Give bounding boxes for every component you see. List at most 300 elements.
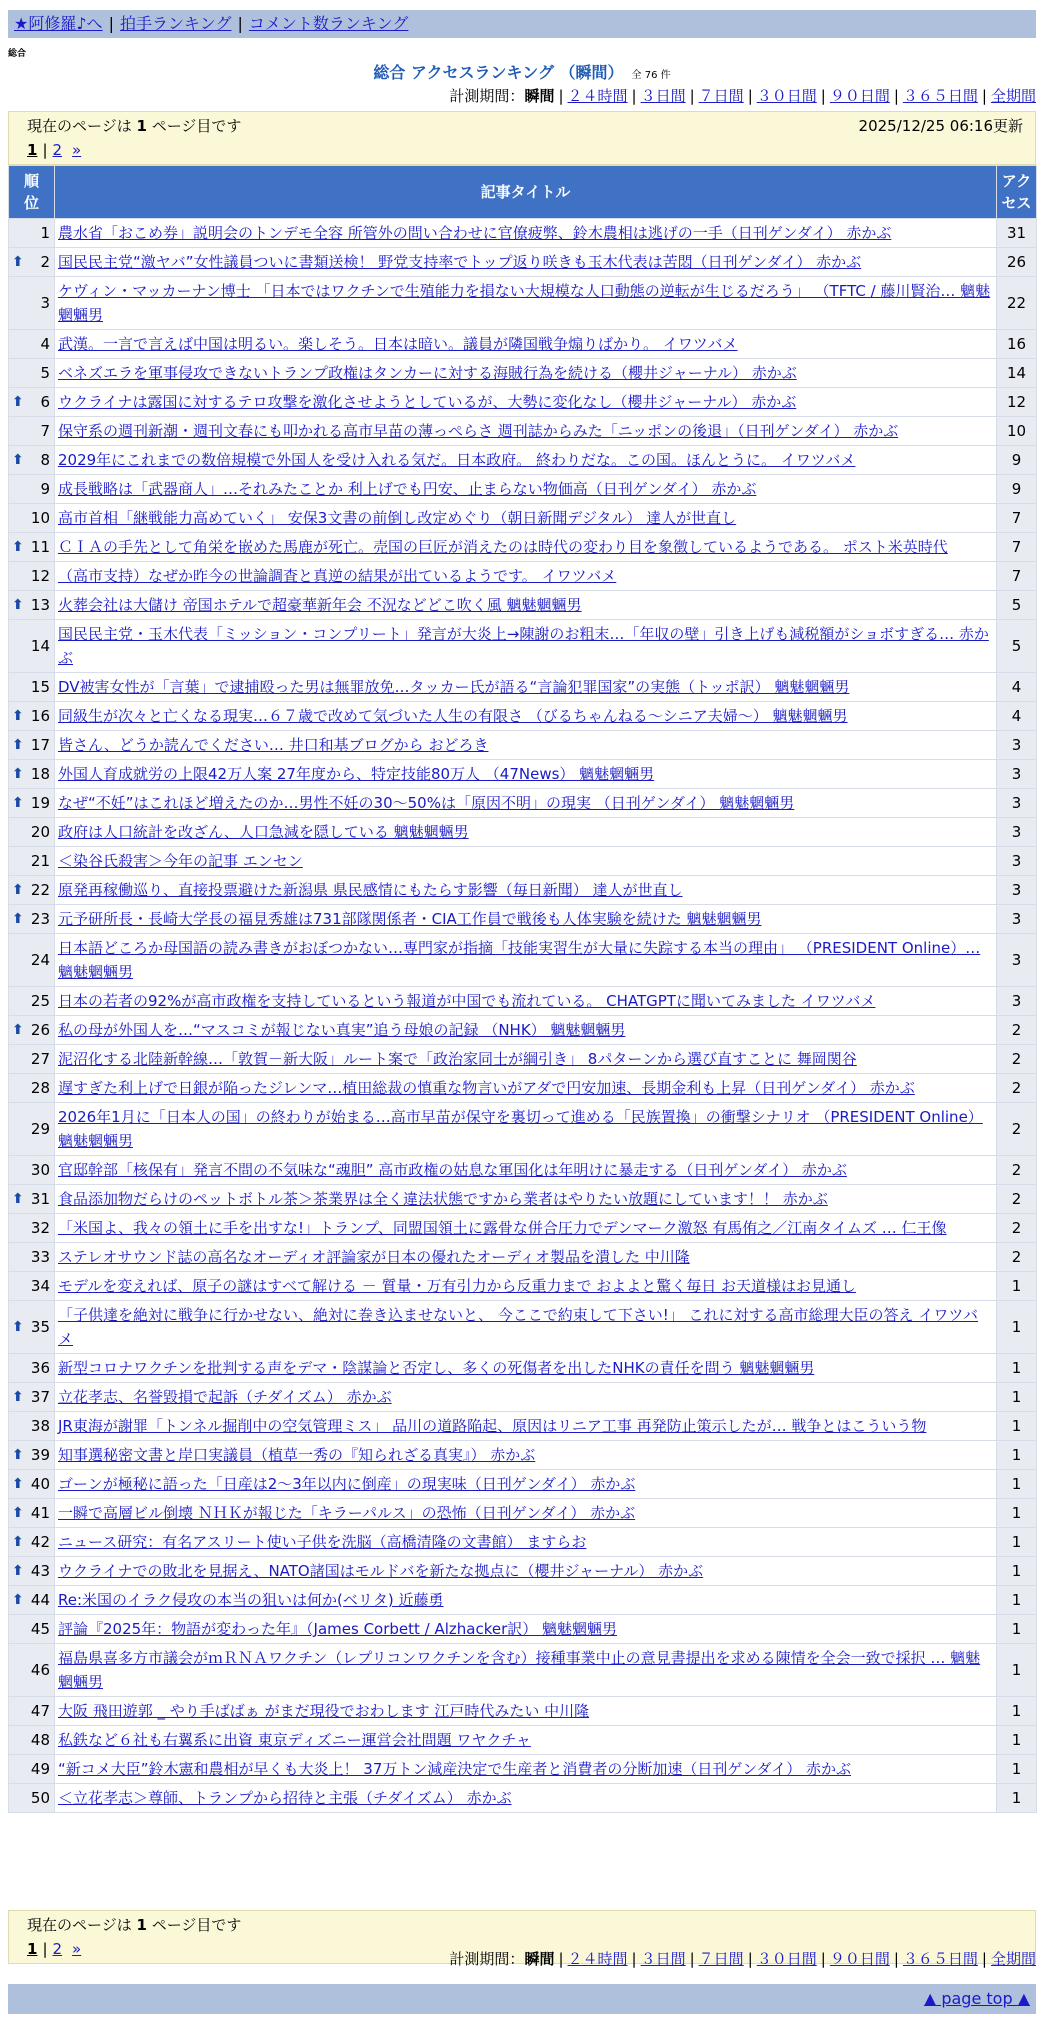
period-label: 計測期間： — [449, 87, 525, 105]
article-title-link[interactable]: 外国人育成就労の上限42万人案 27年度から、特定技能80万人 （47News） 魑魅魍魎男 — [58, 765, 655, 783]
rank-number: 14 — [30, 637, 50, 655]
up-arrow-icon: ⬆ — [12, 882, 24, 898]
table-row — [9, 248, 1037, 277]
table-row — [9, 359, 1037, 388]
page-top-link[interactable]: ▲ page top ▲ — [923, 1989, 1030, 2008]
article-title-link[interactable]: 日本語どころか母国語の読み書きがおぼつかない…専門家が指摘「技能実習生が大量に失踪する本当の理由」 （PRESIDENT Online）… 魑魅魍魎男 — [58, 939, 981, 981]
rank-number: 11 — [30, 538, 50, 556]
table-row — [9, 1726, 1037, 1755]
rank-number: 35 — [30, 1318, 50, 1336]
access-count: 1 — [997, 1441, 1037, 1470]
rank-number: 41 — [30, 1504, 50, 1522]
table-row — [9, 1644, 1037, 1697]
table-row — [9, 760, 1037, 789]
rank-number: 31 — [30, 1190, 50, 1208]
article-title-link[interactable]: ニュース研究：有名アスリート使い子供を洗脳（高橋清隆の文書館） ますらお — [58, 1533, 587, 1551]
page-link-2[interactable]: 2 — [52, 1940, 63, 1958]
access-count: 5 — [997, 591, 1037, 620]
table-row — [9, 731, 1037, 760]
period-option-3[interactable]: ３０日間 — [756, 1950, 817, 1968]
article-title-link[interactable]: （高市支持）なぜか昨今の世論調査と真逆の結果が出ているようです。 イワツバメ — [58, 567, 617, 585]
article-title-link[interactable]: DV被害女性が「言葉」で逮捕殴った男は無罪放免…タッカー氏が語る“言論犯罪国家”の実態（トッポ訳） 魑魅魍魎男 — [58, 678, 850, 696]
table-row — [9, 562, 1037, 591]
access-count: 1 — [997, 1615, 1037, 1644]
rank-number: 39 — [30, 1446, 50, 1464]
title-cell — [55, 934, 997, 987]
rank-cell — [9, 533, 55, 562]
article-title-link[interactable]: 一瞬で高層ビル倒壊 ＮＨＫが報じた「キラーパルス」の恐怖（日刊ゲンダイ） 赤かぶ — [58, 1504, 636, 1522]
article-title-link[interactable]: 評論『2025年：物語が変わった年』（James Corbett / Alzhacker訳） 魑魅魍魎男 — [58, 1620, 618, 1638]
article-title-link[interactable]: ケヴィン・マッカーナン博士 「日本ではワクチンで生殖能力を損ない大規模な人口動態の逆転が生じるだろう」 （TFTC / 藤川賢治… 魑魅魍魎男 — [58, 282, 991, 324]
rank-cell — [9, 1586, 55, 1615]
page-link-1[interactable]: 1 — [27, 1940, 38, 1958]
rank-number: 20 — [30, 823, 50, 841]
access-count: 16 — [997, 330, 1037, 359]
article-title-link[interactable]: ＣＩＡの手先として角栄を嵌めた馬鹿が死亡。売国の巨匠が消えたのは時代の変わり目を象徴しているようである。 ポスト米英時代 — [58, 538, 948, 556]
title-cell — [55, 1214, 997, 1243]
rank-number: 50 — [30, 1789, 50, 1807]
rank-cell — [9, 934, 55, 987]
table-row — [9, 1354, 1037, 1383]
count-column-header — [997, 166, 1037, 219]
table-row — [9, 905, 1037, 934]
access-count: 1 — [997, 1412, 1037, 1441]
rank-number: 9 — [40, 480, 50, 498]
up-arrow-icon: ⬆ — [12, 1534, 24, 1550]
title-cell — [55, 1156, 997, 1185]
article-title-link[interactable]: ゴーンが極秘に語った「日産は2～3年以内に倒産」の現実味（日刊ゲンダイ） 赤かぶ — [58, 1475, 636, 1493]
rank-cell — [9, 388, 55, 417]
article-title-link[interactable]: 日本の若者の92%が高市政権を支持しているという報道が中国でも流れている。 CHATGPTに聞いてみました イワツバメ — [58, 992, 876, 1010]
page-status-current: 1 — [136, 1916, 147, 1934]
rank-cell — [9, 330, 55, 359]
title-cell — [55, 1441, 997, 1470]
access-count: 12 — [997, 388, 1037, 417]
table-row — [9, 1441, 1037, 1470]
table-row — [9, 1301, 1037, 1354]
count-header-label: アクセス — [1001, 172, 1032, 212]
article-title-link[interactable]: 高市首相「継戦能力高めていく」 安保3文書の前倒し改定めぐり（朝日新聞デジタル） 達人が世直し — [58, 509, 737, 527]
title-cell — [55, 1016, 997, 1045]
period-option-4[interactable]: ９０日間 — [829, 1950, 890, 1968]
access-count: 1 — [997, 1557, 1037, 1586]
article-title-link[interactable]: 食品添加物だらけのペットボトル茶＞茶業界は全く違法状態ですから業者はやりたい放題にしています！！ 赤かぶ — [58, 1190, 828, 1208]
rank-number: 25 — [30, 992, 50, 1010]
rank-cell — [9, 818, 55, 847]
rank-number: 38 — [30, 1417, 50, 1435]
title-cell — [55, 847, 997, 876]
title-cell — [55, 1784, 997, 1813]
title-cell — [55, 504, 997, 533]
article-title-link[interactable]: 「子供達を絶対に戦争に行かせない、絶対に巻き込ませないと、 今ここで約束して下さい!」 これに対する高市総理大臣の答え イワツバメ — [58, 1306, 979, 1348]
article-title-link[interactable]: 農水省「おこめ券」説明会のトンデモ全容 所管外の問い合わせに官僚疲弊、鈴木農相は逃げの一手（日刊ゲンダイ） 赤かぶ — [58, 224, 892, 242]
table-row — [9, 533, 1037, 562]
title-column-header: 記事タイトル — [55, 166, 997, 219]
title-cell — [55, 1644, 997, 1697]
up-arrow-icon: ⬆ — [12, 1476, 24, 1492]
title-cell — [55, 760, 997, 789]
up-arrow-icon: ⬆ — [12, 708, 24, 724]
rank-cell — [9, 1301, 55, 1354]
table-row — [9, 1615, 1037, 1644]
access-count: 3 — [997, 987, 1037, 1016]
access-count: 1 — [997, 1301, 1037, 1354]
access-count: 7 — [997, 504, 1037, 533]
article-title-link[interactable]: 同級生が次々と亡くなる現実…６７歳で改めて気づいた人生の有限さ （びるちゃんねる～シニア夫婦～） 魑魅魍魎男 — [58, 707, 848, 725]
title-cell — [55, 905, 997, 934]
access-count: 2 — [997, 1016, 1037, 1045]
title-cell — [55, 330, 997, 359]
access-count: 1 — [997, 1383, 1037, 1412]
title-cell — [55, 1045, 997, 1074]
article-title-link[interactable]: モデルを変えれば、原子の謎はすべて解ける － 質量・万有引力から反重力まで およよと驚く毎日 お天道様はお見通し — [58, 1277, 857, 1295]
title-cell — [55, 591, 997, 620]
article-title-link[interactable]: 2029年にこれまでの数倍規模で外国人を受け入れる気だ。日本政府。 終わりだな。この国。ほんとうに。 イワツバメ — [58, 451, 856, 469]
table-row — [9, 1185, 1037, 1214]
rank-number: 24 — [30, 951, 50, 969]
rank-number: 5 — [40, 364, 50, 382]
article-title-link[interactable]: ウクライナは露国に対するテロ攻撃を激化させようとしているが、大勢に変化なし（櫻井ジャーナル） 赤かぶ — [58, 393, 797, 411]
title-cell — [55, 359, 997, 388]
rank-number: 17 — [30, 736, 50, 754]
title-cell — [55, 219, 997, 248]
rank-cell — [9, 277, 55, 330]
article-title-link[interactable]: ウクライナでの敗北を見据え、NATO諸国はモルドバを新たな拠点に（櫻井ジャーナル） 赤かぶ — [58, 1562, 704, 1580]
access-count: 1 — [997, 1726, 1037, 1755]
access-count: 2 — [997, 1156, 1037, 1185]
rank-cell — [9, 1016, 55, 1045]
access-count: 10 — [997, 417, 1037, 446]
rank-number: 15 — [30, 678, 50, 696]
rank-number: 48 — [30, 1731, 50, 1749]
title-cell — [55, 673, 997, 702]
up-arrow-icon: ⬆ — [12, 1319, 24, 1335]
article-title-link[interactable]: なぜ“不妊”はこれほど増えたのか…男性不妊の30～50%は「原因不明」の現実 （日刊ゲンダイ） 魑魅魍魎男 — [58, 794, 795, 812]
access-count: 3 — [997, 789, 1037, 818]
rank-cell — [9, 731, 55, 760]
article-title-link[interactable]: ベネズエラを軍事侵攻できないトランプ政権はタンカーに対する海賊行為を続ける（櫻井ジャーナル） 赤かぶ — [58, 364, 797, 382]
rank-cell — [9, 987, 55, 1016]
article-title-link[interactable]: 国民民主党“激ヤバ”女性議員ついに書類送検！ 野党支持率でトップ返り咲きも玉木代表は苦悶（日刊ゲンダイ） 赤かぶ — [58, 253, 862, 271]
table-row — [9, 1697, 1037, 1726]
period-separator: | — [558, 87, 564, 105]
title-cell — [55, 417, 997, 446]
table-row — [9, 1243, 1037, 1272]
period-separator: | — [893, 1950, 899, 1968]
rank-number: 36 — [30, 1359, 50, 1377]
article-title-link[interactable]: 「米国よ、我々の領土に手を出すな!」トランプ、同盟国領土に露骨な併合圧力でデンマーク激怒 有馬侑之／江南タイムズ … 仁王像 — [58, 1219, 947, 1237]
rank-number: 44 — [30, 1591, 50, 1609]
title-cell — [55, 620, 997, 673]
access-count: 3 — [997, 760, 1037, 789]
access-count: 3 — [997, 847, 1037, 876]
table-row — [9, 219, 1037, 248]
rank-number: 12 — [30, 567, 50, 585]
next-page-link[interactable]: » — [72, 141, 82, 159]
rank-cell — [9, 1557, 55, 1586]
rank-number: 10 — [30, 509, 50, 527]
period-separator: | — [893, 87, 899, 105]
article-title-link[interactable]: 泥沼化する北陸新幹線…「敦賀－新大阪」ルート案で「政治家同士が綱引き」 8パターンから選び直すことに 舞岡関谷 — [58, 1050, 857, 1068]
rank-cell — [9, 760, 55, 789]
access-count: 2 — [997, 1103, 1037, 1156]
up-arrow-icon: ⬆ — [12, 452, 24, 468]
article-title-link[interactable]: 遅すぎた利上げで日銀が陥ったジレンマ…植田総裁の慎重な物言いがアダで円安加速、長期金利も上昇（日刊ゲンダイ） 赤かぶ — [58, 1079, 915, 1097]
table-row — [9, 1499, 1037, 1528]
period-option-0[interactable]: ２４時間 — [567, 87, 628, 105]
rank-cell — [9, 1697, 55, 1726]
title-cell — [55, 789, 997, 818]
rank-cell — [9, 248, 55, 277]
table-row — [9, 1528, 1037, 1557]
access-count: 9 — [997, 475, 1037, 504]
title-cell — [55, 1557, 997, 1586]
article-title-link[interactable]: ステレオサウンド誌の高名なオーディオ評論家が日本の優れたオーディオ製品を潰した 中川隆 — [58, 1248, 690, 1266]
rank-number: 33 — [30, 1248, 50, 1266]
period-separator: | — [689, 1950, 695, 1968]
page-link-1[interactable]: 1 — [27, 141, 38, 159]
article-title-link[interactable]: JR東海が謝罪「トンネル掘削中の空気管理ミス」 品川の道路陥起、原因はリニア工事 再発防止策示したが… 戦争とはこういう物 — [58, 1417, 927, 1435]
table-row — [9, 1412, 1037, 1441]
up-arrow-icon: ⬆ — [12, 394, 24, 410]
article-title-link[interactable]: 皆さん、どうか読んでください… 井口和基ブログから おどろき — [58, 736, 489, 754]
table-row — [9, 1214, 1037, 1243]
rank-cell — [9, 905, 55, 934]
clap-ranking-link[interactable]: 拍手ランキング — [119, 14, 232, 33]
table-row — [9, 673, 1037, 702]
table-row — [9, 1586, 1037, 1615]
next-page-link[interactable]: » — [72, 1940, 82, 1958]
page-link-2[interactable]: 2 — [52, 141, 63, 159]
rank-cell — [9, 1045, 55, 1074]
table-row — [9, 620, 1037, 673]
access-count: 1 — [997, 1528, 1037, 1557]
page-status-suffix: ページ目です — [146, 117, 242, 135]
article-title-link[interactable]: 新型コロナワクチンを批判する声をデマ・陰謀論と否定し、多くの死傷者を出したNHKの責任を問う 魑魅魍魎男 — [58, 1359, 815, 1377]
article-title-link[interactable]: 官邸幹部「核保有」発言不問の不気味な“魂胆” 高市政権の姑息な軍国化は年明けに暴走する（日刊ゲンダイ） 赤かぶ — [58, 1161, 847, 1179]
rank-number: 49 — [30, 1760, 50, 1778]
rank-number: 27 — [30, 1050, 50, 1068]
up-arrow-icon: ⬆ — [12, 1505, 24, 1521]
rank-number: 16 — [30, 707, 50, 725]
rank-cell — [9, 702, 55, 731]
table-row — [9, 1045, 1037, 1074]
period-option-5[interactable]: ３６５日間 — [902, 1950, 978, 1968]
title-cell — [55, 1272, 997, 1301]
access-count: 1 — [997, 1697, 1037, 1726]
period-option-3[interactable]: ３０日間 — [756, 87, 817, 105]
nav-separator: | — [237, 14, 243, 33]
article-title-link[interactable]: 火葬会社は大儲け 帝国ホテルで超豪華新年会 不況などどこ吹く風 魑魅魍魎男 — [58, 596, 582, 614]
article-title-link[interactable]: Re:米国のイラク侵攻の本当の狙いは何か(ベリタ) 近藤勇 — [58, 1591, 444, 1609]
home-link[interactable]: ★阿修羅♪へ — [14, 14, 103, 33]
table-row — [9, 591, 1037, 620]
period-selector-bottom — [449, 1948, 1036, 1970]
rank-number: 45 — [30, 1620, 50, 1638]
period-option-4[interactable]: ９０日間 — [829, 87, 890, 105]
period-current: 瞬間 — [524, 87, 555, 105]
article-title-link[interactable]: 国民民主党・玉木代表「ミッション・コンプリート」発言が大炎上→陳謝のお粗末…「年収の壁」引き上げも減税額がショボすぎる… 赤かぶ — [58, 625, 989, 667]
access-count: 3 — [997, 876, 1037, 905]
table-row — [9, 1156, 1037, 1185]
period-option-6[interactable]: 全期間 — [990, 1950, 1036, 1968]
rank-number: 4 — [40, 335, 50, 353]
article-title-link[interactable]: 福島県喜多方市議会がｍＲＮＡワクチン（レプリコンワクチンを含む）接種事業中止の意見書提出を求める陳情を全会一致で採択 … 魑魅魍魎男 — [58, 1649, 981, 1691]
table-header-row — [9, 166, 1037, 219]
page-separator: | — [42, 141, 48, 159]
period-option-5[interactable]: ３６５日間 — [902, 87, 978, 105]
access-count: 3 — [997, 818, 1037, 847]
access-count: 1 — [997, 1354, 1037, 1383]
rank-cell — [9, 673, 55, 702]
access-count: 1 — [997, 1499, 1037, 1528]
access-count: 1 — [997, 1470, 1037, 1499]
article-title-link[interactable]: 武漢。一言で言えば中国は明るい。楽しそう。日本は暗い。議員が隣国戦争煽りばかり。 イワツバメ — [58, 335, 738, 353]
table-row — [9, 1074, 1037, 1103]
period-separator: | — [689, 87, 695, 105]
rank-number: 37 — [30, 1388, 50, 1406]
rank-number: 30 — [30, 1161, 50, 1179]
rank-cell — [9, 1354, 55, 1383]
title-cell — [55, 1586, 997, 1615]
rank-number: 32 — [30, 1219, 50, 1237]
up-arrow-icon: ⬆ — [12, 254, 24, 270]
period-selector — [449, 85, 1036, 107]
access-count: 31 — [997, 219, 1037, 248]
article-title-link[interactable]: 保守系の週刊新潮・週刊文春にも叩かれる高市早苗の薄っぺらさ 週刊誌からみた「ニッポンの後退」（日刊ゲンダイ） 赤かぶ — [58, 422, 899, 440]
period-option-6[interactable]: 全期間 — [990, 87, 1036, 105]
period-option-1[interactable]: ３日間 — [640, 87, 686, 105]
table-row — [9, 330, 1037, 359]
article-title-link[interactable]: 私の母が外国人を…“マスコミが報じない真実”追う母娘の記録 （NHK） 魑魅魍魎男 — [58, 1021, 626, 1039]
up-arrow-icon: ⬆ — [12, 1563, 24, 1579]
title-cell — [55, 987, 997, 1016]
table-row — [9, 1272, 1037, 1301]
table-row — [9, 934, 1037, 987]
title-cell — [55, 1528, 997, 1557]
period-option-1[interactable]: ３日間 — [640, 1950, 686, 1968]
access-count: 2 — [997, 1185, 1037, 1214]
access-count: 4 — [997, 673, 1037, 702]
access-count: 1 — [997, 1272, 1037, 1301]
access-count: 14 — [997, 359, 1037, 388]
rank-cell — [9, 562, 55, 591]
up-arrow-icon: ⬆ — [12, 766, 24, 782]
period-option-2[interactable]: ７日間 — [698, 1950, 744, 1968]
nav-separator: | — [108, 14, 114, 33]
period-label: 計測期間： — [449, 1950, 525, 1968]
table-row — [9, 987, 1037, 1016]
article-title-link[interactable]: ＜染谷氏殺害＞今年の記事 エンセン — [58, 852, 303, 870]
rank-cell — [9, 876, 55, 905]
up-arrow-icon: ⬆ — [12, 1447, 24, 1463]
table-row — [9, 1103, 1037, 1156]
access-count: 7 — [997, 562, 1037, 591]
period-current: 瞬間 — [524, 1950, 555, 1968]
rank-number: 1 — [40, 224, 50, 242]
access-count: 1 — [997, 1784, 1037, 1813]
table-row — [9, 789, 1037, 818]
rank-cell — [9, 475, 55, 504]
access-count: 9 — [997, 446, 1037, 475]
article-title-link[interactable]: 知事選秘密文書と岸口実議員（植草一秀の『知られざる真実』） 赤かぶ — [58, 1446, 536, 1464]
rank-cell — [9, 1156, 55, 1185]
title-cell — [55, 1383, 997, 1412]
title-cell — [55, 1697, 997, 1726]
access-count: 1 — [997, 1644, 1037, 1697]
period-separator: | — [981, 87, 987, 105]
rank-cell — [9, 1755, 55, 1784]
rank-number: 29 — [30, 1120, 50, 1138]
title-cell — [55, 1726, 997, 1755]
rank-number: 19 — [30, 794, 50, 812]
article-title-link[interactable]: 元予研所長・長崎大学長の福見秀雄は731部隊関係者・CIA工作員で戦後も人体実験を続けた 魑魅魍魎男 — [58, 910, 762, 928]
category-label: 総合 — [8, 49, 27, 59]
rank-number: 13 — [30, 596, 50, 614]
access-count: 3 — [997, 905, 1037, 934]
period-separator: | — [747, 87, 753, 105]
rank-cell — [9, 1074, 55, 1103]
period-separator: | — [631, 87, 637, 105]
access-count: 2 — [997, 1074, 1037, 1103]
page-status-prefix: 現在のページは — [27, 117, 137, 135]
period-separator: | — [558, 1950, 564, 1968]
comment-ranking-link[interactable]: コメント数ランキング — [248, 14, 409, 33]
top-nav-bar — [8, 10, 1036, 38]
period-separator: | — [631, 1950, 637, 1968]
rank-cell — [9, 1214, 55, 1243]
title-cell — [55, 876, 997, 905]
rank-cell — [9, 504, 55, 533]
total-count: 全 76 件 — [631, 70, 671, 81]
article-title-link[interactable]: 大阪 飛田遊郭 _ やり手ばばぁ がまだ現役でおわします 江戸時代みたい 中川隆 — [58, 1702, 590, 1720]
rank-number: 21 — [30, 852, 50, 870]
table-row — [9, 277, 1037, 330]
title-cell — [55, 818, 997, 847]
table-row — [9, 702, 1037, 731]
rank-number: 46 — [30, 1661, 50, 1679]
period-option-2[interactable]: ７日間 — [698, 87, 744, 105]
rank-number: 42 — [30, 1533, 50, 1551]
title-cell — [55, 446, 997, 475]
article-title-link[interactable]: 私鉄など６社も右翼系に出資 東京ディズニー運営会社問題 ワヤクチャ — [58, 1731, 531, 1749]
article-title-link[interactable]: “新コメ大臣”鈴木憲和農相が早くも大炎上！ 37万トン減産決定で生産者と消費者の分断加速（日刊ゲンダイ） 赤かぶ — [58, 1760, 851, 1778]
ranking-title: 総合 アクセスランキング （瞬間） — [373, 63, 624, 82]
article-title-link[interactable]: 政府は人口統計を改ざん、人口急減を隠している 魑魅魍魎男 — [58, 823, 469, 841]
title-cell — [55, 277, 997, 330]
title-cell — [55, 702, 997, 731]
title-cell — [55, 388, 997, 417]
page-status-row — [27, 1913, 1027, 1937]
access-count: 22 — [997, 277, 1037, 330]
article-title-link[interactable]: 立花孝志、名誉毀損で起訴（チダイズム） 赤かぶ — [58, 1388, 392, 1406]
period-separator: | — [820, 87, 826, 105]
ranking-table — [8, 165, 1037, 1813]
title-cell — [55, 1755, 997, 1784]
access-count: 3 — [997, 934, 1037, 987]
article-title-link[interactable]: 成長戦略は「武器商人」…それみたことか 利上げでも円安、止まらない物価高（日刊ゲンダイ） 赤かぶ — [58, 480, 757, 498]
article-title-link[interactable]: 2026年1月に「日本人の国」の終わりが始まる…高市早苗が保守を裏切って進める「民族置換」の衝撃シナリオ （PRESIDENT Online） 魑魅魍魎男 — [58, 1108, 983, 1150]
rank-cell — [9, 789, 55, 818]
page-status-row — [27, 114, 1027, 138]
access-count: 7 — [997, 533, 1037, 562]
article-title-link[interactable]: ＜立花孝志＞尊師、トランプから招待と主張（チダイズム） 赤かぶ — [58, 1789, 512, 1807]
rank-number: 3 — [40, 294, 50, 312]
article-title-link[interactable]: 原発再稼働巡り、直接投票避けた新潟県 県民感情にもたらす影響（毎日新聞） 達人が世直し — [58, 881, 683, 899]
page-status-current: 1 — [136, 117, 147, 135]
rank-number: 40 — [30, 1475, 50, 1493]
period-option-0[interactable]: ２４時間 — [567, 1950, 628, 1968]
